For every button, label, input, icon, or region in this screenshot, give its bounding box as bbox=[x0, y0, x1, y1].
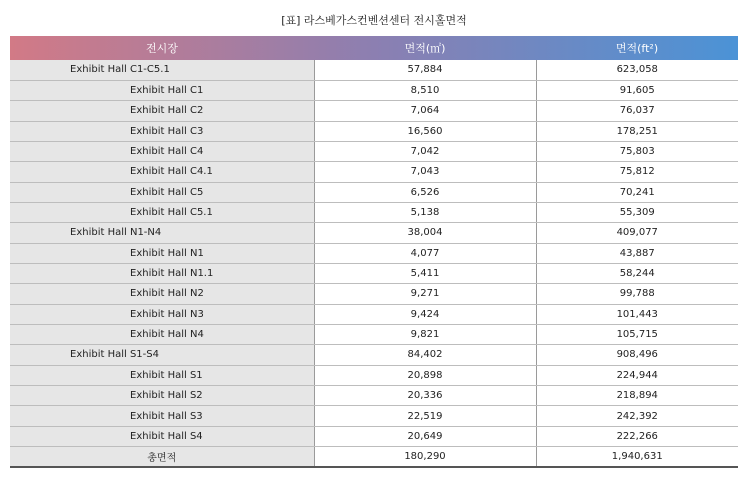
area-sqft: 178,251 bbox=[536, 121, 738, 141]
hall-name: Exhibit Hall C4.1 bbox=[10, 162, 314, 182]
area-sqft: 105,715 bbox=[536, 324, 738, 344]
hall-name: Exhibit Hall N4 bbox=[10, 324, 314, 344]
hall-name: Exhibit Hall S2 bbox=[10, 386, 314, 406]
area-sqft: 75,803 bbox=[536, 141, 738, 161]
table-row bbox=[10, 324, 738, 344]
table-caption: [표] 라스베가스컨벤션센터 전시홀면적 bbox=[281, 14, 467, 27]
header-area-sqm: 면적(㎡) bbox=[404, 42, 446, 55]
area-sqft: 222,266 bbox=[536, 426, 738, 446]
area-sqm: 7,043 bbox=[314, 162, 536, 182]
area-sqft: 75,812 bbox=[536, 162, 738, 182]
area-sqm: 9,424 bbox=[314, 304, 536, 324]
table-row bbox=[10, 406, 738, 426]
table-row bbox=[10, 426, 738, 446]
hall-name: Exhibit Hall C5 bbox=[10, 182, 314, 202]
area-sqm: 5,138 bbox=[314, 202, 536, 222]
hall-name: Exhibit Hall C1-C5.1 bbox=[10, 60, 314, 80]
hall-name: Exhibit Hall N1-N4 bbox=[10, 223, 314, 243]
area-sqm: 20,336 bbox=[314, 386, 536, 406]
hall-name: Exhibit Hall C1 bbox=[10, 80, 314, 100]
table-row bbox=[10, 101, 738, 121]
hall-name: Exhibit Hall S4 bbox=[10, 426, 314, 446]
area-sqft: 99,788 bbox=[536, 284, 738, 304]
table-row bbox=[10, 243, 738, 263]
area-sqft: 101,443 bbox=[536, 304, 738, 324]
area-sqm: 6,526 bbox=[314, 182, 536, 202]
total-label: 총면적 bbox=[10, 447, 314, 467]
table-row bbox=[10, 60, 738, 80]
table-row bbox=[10, 284, 738, 304]
table-row bbox=[10, 304, 738, 324]
hall-name: Exhibit Hall N1.1 bbox=[10, 263, 314, 283]
area-sqft: 908,496 bbox=[536, 345, 738, 365]
area-sqft: 70,241 bbox=[536, 182, 738, 202]
area-sqm: 20,898 bbox=[314, 365, 536, 385]
hall-name: Exhibit Hall N2 bbox=[10, 284, 314, 304]
hall-name: Exhibit Hall N1 bbox=[10, 243, 314, 263]
area-sqm: 57,884 bbox=[314, 60, 536, 80]
area-sqft: 242,392 bbox=[536, 406, 738, 426]
hall-name: Exhibit Hall S1-S4 bbox=[10, 345, 314, 365]
area-sqm: 8,510 bbox=[314, 80, 536, 100]
area-sqft: 55,309 bbox=[536, 202, 738, 222]
total-area-sqm: 180,290 bbox=[314, 447, 536, 467]
area-sqft: 409,077 bbox=[536, 223, 738, 243]
area-sqft: 43,887 bbox=[536, 243, 738, 263]
area-sqm: 20,649 bbox=[314, 426, 536, 446]
hall-name: Exhibit Hall C2 bbox=[10, 101, 314, 121]
area-sqm: 7,042 bbox=[314, 141, 536, 161]
table-row bbox=[10, 121, 738, 141]
header-area-sqft: 면적(ft²) bbox=[615, 42, 659, 55]
table-row bbox=[10, 80, 738, 100]
area-sqft: 76,037 bbox=[536, 101, 738, 121]
table-row bbox=[10, 182, 738, 202]
area-sqm: 22,519 bbox=[314, 406, 536, 426]
area-sqft: 224,944 bbox=[536, 365, 738, 385]
area-sqft: 91,605 bbox=[536, 80, 738, 100]
table-row bbox=[10, 386, 738, 406]
table-body bbox=[10, 60, 738, 467]
area-sqm: 9,821 bbox=[314, 324, 536, 344]
table-row bbox=[10, 345, 738, 365]
area-sqm: 9,271 bbox=[314, 284, 536, 304]
area-sqft: 58,244 bbox=[536, 263, 738, 283]
hall-name: Exhibit Hall C3 bbox=[10, 121, 314, 141]
area-sqm: 16,560 bbox=[314, 121, 536, 141]
total-row bbox=[10, 447, 738, 467]
table-row bbox=[10, 223, 738, 243]
table-row bbox=[10, 365, 738, 385]
hall-name: Exhibit Hall S3 bbox=[10, 406, 314, 426]
table-header-row bbox=[10, 36, 738, 60]
hall-name: Exhibit Hall C5.1 bbox=[10, 202, 314, 222]
table-row bbox=[10, 141, 738, 161]
area-sqft: 218,894 bbox=[536, 386, 738, 406]
hall-name: Exhibit Hall N3 bbox=[10, 304, 314, 324]
area-sqm: 4,077 bbox=[314, 243, 536, 263]
area-sqm: 84,402 bbox=[314, 345, 536, 365]
hall-name: Exhibit Hall C4 bbox=[10, 141, 314, 161]
area-sqft: 623,058 bbox=[536, 60, 738, 80]
area-sqm: 5,411 bbox=[314, 263, 536, 283]
hall-name: Exhibit Hall S1 bbox=[10, 365, 314, 385]
area-sqm: 38,004 bbox=[314, 223, 536, 243]
exhibit-hall-area-table bbox=[10, 36, 738, 468]
table-row bbox=[10, 162, 738, 182]
table-row bbox=[10, 202, 738, 222]
header-hall: 전시장 bbox=[146, 42, 178, 55]
table-row bbox=[10, 263, 738, 283]
total-area-sqft: 1,940,631 bbox=[536, 447, 738, 467]
area-sqm: 7,064 bbox=[314, 101, 536, 121]
